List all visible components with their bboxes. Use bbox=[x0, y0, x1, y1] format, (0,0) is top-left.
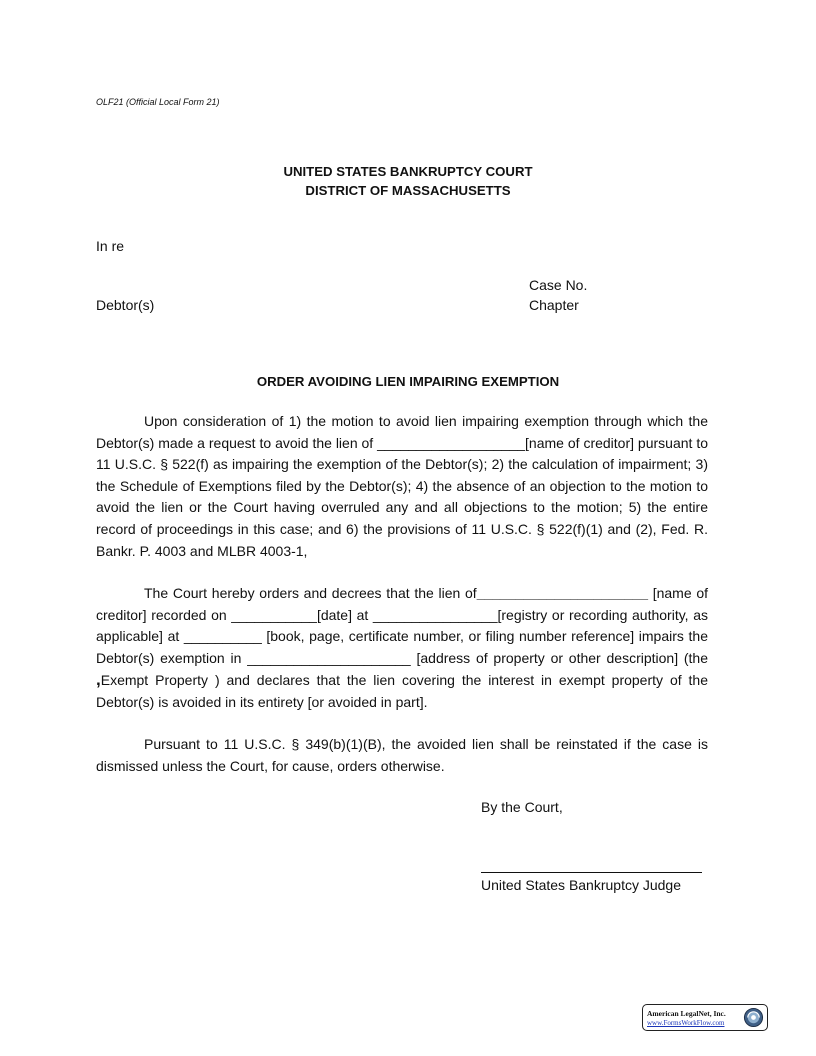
signature-line bbox=[481, 872, 702, 873]
case-no-label: Case No. bbox=[529, 277, 588, 293]
decree-text-1: The Court hereby orders and decrees that the lien of bbox=[144, 585, 477, 601]
globe-icon bbox=[743, 1007, 764, 1028]
badge-url-link[interactable]: www.FormsWorkFlow.com bbox=[647, 1019, 725, 1027]
court-district: DISTRICT OF MASSACHUSETTS bbox=[305, 183, 511, 198]
badge-company-name: American LegalNet, Inc. bbox=[647, 1009, 726, 1018]
decree-paragraph bbox=[96, 583, 708, 714]
consideration-text: Upon consideration of 1) the motion to avoid lien impairing exemption through which the Debtor(s) made a request to avoid the lien of ___________________[name of creditor] pursuant to 11 U.S.C. § 522(f) as impairing the exemption of the Debtor(s); 2) the calculation of impairment; 3) the Schedule of Exemptions filed by the Debtor(s); 4) the absence of an objection to the motion to avoid the lien or the Court having overruled any and all objections to the motion; 5) the entire record of proceedings in this case; and 6) the provisions of 11 U.S.C. § 522(f)(1) and (2), Fed. R. Bankr. P. 4003 and MLBR 4003-1, bbox=[96, 413, 708, 559]
reinstatement-paragraph bbox=[96, 734, 708, 777]
form-id: OLF21 (Official Local Form 21) bbox=[96, 97, 220, 107]
decree-text-3: Exempt Property ) and declares that the lien covering the interest in exempt property of the Debtor(s) is avoided in its entirety [or avoided in part]. bbox=[96, 672, 708, 710]
in-re-label: In re bbox=[96, 238, 125, 254]
chapter-label: Chapter bbox=[529, 297, 579, 313]
legalnet-badge[interactable] bbox=[642, 1004, 768, 1031]
judge-title: United States Bankruptcy Judge bbox=[481, 877, 682, 893]
reinstatement-text: Pursuant to 11 U.S.C. § 349(b)(1)(B), the avoided lien shall be reinstated if the case is dismissed unless the Court, for cause, orders otherwise. bbox=[96, 736, 708, 774]
debtor-label: Debtor(s) bbox=[96, 297, 155, 313]
decree-comma: , bbox=[96, 670, 101, 690]
decree-text-2: [name of creditor] recorded on ___________[date] at ________________[registry or recording authority, as applicable] at __________ [book, page, certificate number, or filing number reference] impairs the Debtor(s) exemption in _____________________ [address of property or other description] (the bbox=[96, 585, 708, 666]
court-name: UNITED STATES BANKRUPTCY COURT bbox=[283, 164, 533, 179]
creditor-blank: ______________________ bbox=[476, 585, 648, 601]
consideration-paragraph bbox=[96, 411, 708, 562]
order-title: ORDER AVOIDING LIEN IMPAIRING EXEMPTION bbox=[256, 374, 560, 389]
by-the-court: By the Court, bbox=[481, 799, 563, 815]
